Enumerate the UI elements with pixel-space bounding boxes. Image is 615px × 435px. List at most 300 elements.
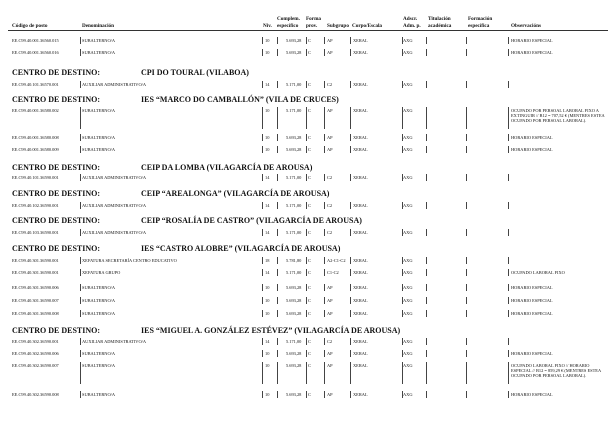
cell-corpo: XERAL: [353, 351, 368, 356]
column-divider: [80, 350, 81, 357]
section-label: CENTRO DE DESTINO:: [12, 326, 101, 335]
cell-niv: 18: [265, 258, 270, 263]
section-label: CENTRO DE DESTINO:: [12, 244, 101, 253]
column-divider: [324, 284, 325, 291]
column-divider: [277, 297, 278, 304]
cell-sub: AP: [327, 298, 333, 303]
column-divider: [80, 134, 81, 141]
header-formacion-1: Formación: [468, 16, 493, 22]
cell-niv: 10: [265, 351, 270, 356]
cell-den: SUBALTERNO/A: [82, 108, 116, 113]
column-divider: [277, 146, 278, 153]
cell-comp: 5.171,00: [286, 175, 302, 180]
column-divider: [324, 174, 325, 181]
cell-niv: 14: [265, 82, 270, 87]
cell-den: SUBALTERNO/A: [82, 392, 116, 397]
section-title: CEIP DA LOMBA (VILAGARCÍA DE AROUSA): [141, 163, 313, 172]
column-divider: [277, 81, 278, 88]
column-divider: [466, 391, 467, 398]
column-divider: [262, 37, 263, 44]
column-divider: [508, 391, 509, 398]
column-divider: [466, 269, 467, 276]
column-divider: [80, 257, 81, 264]
column-divider: [350, 49, 351, 56]
header-corpo: Corpo/Escala: [352, 23, 382, 29]
column-divider: [262, 146, 263, 153]
cell-code: EE.C99.40.302.36590.006: [12, 351, 59, 356]
column-divider: [426, 297, 427, 304]
cell-sub: C2: [327, 339, 333, 344]
cell-comp: 5.693,28: [286, 285, 302, 290]
column-divider: [277, 202, 278, 209]
header-subgrupo: Subgrupo: [327, 23, 349, 29]
cell-den: SUBALTERNO/A: [82, 298, 116, 303]
column-divider: [508, 284, 509, 291]
cell-comp: 5.171,00: [286, 108, 302, 113]
column-divider: [80, 37, 81, 44]
cell-code: EE.C99.40.001.36580.002: [12, 108, 59, 113]
column-divider: [262, 174, 263, 181]
cell-den: SUBALTERNO/A: [82, 135, 116, 140]
header-rule: [8, 30, 608, 31]
cell-comp: 5.171,00: [286, 230, 302, 235]
cell-den: SUBALTERNO/A: [82, 147, 116, 152]
cell-sub: AP: [327, 38, 333, 43]
header-titulacion-2: académica: [428, 23, 452, 29]
column-divider: [508, 107, 509, 129]
column-divider: [80, 362, 81, 384]
column-divider: [508, 229, 509, 236]
column-divider: [262, 310, 263, 317]
column-divider: [262, 391, 263, 398]
column-divider: [508, 37, 509, 44]
header-denominacion: Denominación: [82, 23, 114, 29]
cell-forma: C: [308, 392, 311, 397]
column-divider: [277, 174, 278, 181]
column-divider: [324, 362, 325, 384]
column-divider: [508, 269, 509, 276]
section-label: CENTRO DE DESTINO:: [12, 68, 101, 77]
column-divider: [277, 391, 278, 398]
column-divider: [306, 37, 307, 44]
column-divider: [80, 284, 81, 291]
column-divider: [306, 269, 307, 276]
column-divider: [350, 269, 351, 276]
cell-corpo: XERAL: [353, 230, 368, 235]
column-divider: [277, 269, 278, 276]
column-divider: [277, 49, 278, 56]
cell-code: EE.C99.40.102.36590.001: [12, 203, 59, 208]
cell-code: EE.C99.40.001.36580.008: [12, 135, 59, 140]
column-divider: [306, 362, 307, 384]
cell-corpo: XERAL: [353, 258, 368, 263]
cell-niv: 10: [265, 108, 270, 113]
section-label: CENTRO DE DESTINO:: [12, 189, 101, 198]
column-divider: [324, 269, 325, 276]
cell-obs: HORARIO ESPECIAL: [511, 135, 553, 140]
cell-obs: HORARIO ESPECIAL: [511, 298, 553, 303]
cell-niv: 10: [265, 298, 270, 303]
column-divider: [277, 310, 278, 317]
cell-adscr: AXG: [403, 270, 413, 275]
column-divider: [277, 134, 278, 141]
column-divider: [262, 362, 263, 384]
cell-niv: 10: [265, 363, 270, 368]
column-divider: [466, 310, 467, 317]
cell-corpo: XERAL: [353, 339, 368, 344]
column-divider: [324, 310, 325, 317]
cell-adscr: AXG: [403, 108, 413, 113]
column-divider: [80, 146, 81, 153]
column-divider: [350, 391, 351, 398]
section-title: IES “MARCO DO CAMBALLÓN” (VILA DE CRUCES): [141, 95, 339, 104]
column-divider: [306, 202, 307, 209]
column-divider: [350, 284, 351, 291]
column-divider: [508, 49, 509, 56]
section-label: CENTRO DE DESTINO:: [12, 216, 101, 225]
cell-corpo: XERAL: [353, 311, 368, 316]
column-divider: [350, 37, 351, 44]
header-forma-2: prov.: [306, 23, 318, 29]
cell-forma: C: [308, 82, 311, 87]
column-divider: [426, 391, 427, 398]
column-divider: [80, 391, 81, 398]
cell-sub: C1-C2: [327, 270, 339, 275]
column-divider: [324, 229, 325, 236]
cell-code: EE.C99.40.301.36590.006: [12, 285, 59, 290]
column-divider: [350, 350, 351, 357]
cell-sub: AP: [327, 135, 333, 140]
cell-comp: 5.693,28: [286, 298, 302, 303]
column-divider: [426, 146, 427, 153]
cell-den: SUBALTERNO/A: [82, 50, 116, 55]
column-divider: [508, 362, 509, 384]
column-divider: [324, 257, 325, 264]
column-divider: [80, 338, 81, 345]
header-titulacion-1: Titulación: [428, 16, 451, 22]
column-divider: [262, 297, 263, 304]
cell-comp: 5.693,28: [286, 50, 302, 55]
cell-adscr: AXG: [403, 203, 413, 208]
cell-adscr: AXG: [403, 50, 413, 55]
cell-sub: AP: [327, 363, 333, 368]
column-divider: [508, 350, 509, 357]
cell-forma: C: [308, 147, 311, 152]
cell-corpo: XERAL: [353, 108, 368, 113]
cell-forma: C: [308, 298, 311, 303]
column-divider: [426, 37, 427, 44]
column-divider: [324, 297, 325, 304]
column-divider: [508, 310, 509, 317]
cell-forma: C: [308, 363, 311, 368]
cell-sub: C2: [327, 175, 333, 180]
column-divider: [350, 310, 351, 317]
cell-forma: C: [308, 175, 311, 180]
cell-sub: C2: [327, 203, 333, 208]
header-adscr-2: Adm. p.: [403, 23, 421, 29]
column-divider: [466, 174, 467, 181]
cell-adscr: AXG: [403, 38, 413, 43]
column-divider: [277, 338, 278, 345]
cell-obs: HORARIO ESPECIAL: [511, 351, 553, 356]
cell-corpo: XERAL: [353, 363, 368, 368]
cell-corpo: XERAL: [353, 203, 368, 208]
cell-forma: C: [308, 311, 311, 316]
column-divider: [466, 134, 467, 141]
cell-den: SUBALTERNO/A: [82, 285, 116, 290]
cell-obs: HORARIO ESPECIAL: [511, 311, 553, 316]
section-label: CENTRO DE DESTINO:: [12, 163, 101, 172]
cell-adscr: AXG: [403, 311, 413, 316]
cell-adscr: AXG: [403, 285, 413, 290]
cell-adscr: AXG: [403, 135, 413, 140]
column-divider: [350, 202, 351, 209]
cell-niv: 10: [265, 38, 270, 43]
cell-code: EE.C99.40.001.36560.016: [12, 50, 59, 55]
cell-code: EE.C99.40.302.36590.007: [12, 363, 59, 368]
cell-niv: 10: [265, 50, 270, 55]
column-divider: [426, 174, 427, 181]
cell-code: EE.C99.40.302.36590.008: [12, 392, 59, 397]
section-title: CPI DO TOURAL (VILABOA): [141, 68, 249, 77]
cell-den: XEFATURA SECRETARÍA CENTRO EDUCATIVO: [82, 258, 177, 263]
cell-corpo: XERAL: [353, 135, 368, 140]
column-divider: [80, 81, 81, 88]
cell-adscr: AXG: [403, 82, 413, 87]
cell-adscr: AXG: [403, 258, 413, 263]
column-divider: [350, 134, 351, 141]
column-divider: [508, 134, 509, 141]
column-divider: [262, 81, 263, 88]
column-divider: [262, 49, 263, 56]
column-divider: [80, 310, 81, 317]
cell-sub: AP: [327, 50, 333, 55]
cell-code: EE.C99.40.302.36590.001: [12, 339, 59, 344]
cell-code: EE.C99.40.301.36590.001: [12, 258, 59, 263]
column-divider: [306, 107, 307, 129]
column-divider: [306, 310, 307, 317]
cell-adscr: AXG: [403, 351, 413, 356]
column-divider: [426, 81, 427, 88]
cell-corpo: XERAL: [353, 175, 368, 180]
column-divider: [508, 338, 509, 345]
column-divider: [324, 202, 325, 209]
column-divider: [466, 297, 467, 304]
column-divider: [466, 107, 467, 129]
cell-sub: AP: [327, 108, 333, 113]
header-complem-1: Complem.: [277, 16, 300, 22]
column-divider: [466, 202, 467, 209]
cell-adscr: AXG: [403, 363, 413, 368]
cell-corpo: XERAL: [353, 50, 368, 55]
column-divider: [426, 362, 427, 384]
cell-sub: A2-C1-C2: [327, 258, 346, 263]
cell-code: EE.C99.40.301.36590.008: [12, 311, 59, 316]
cell-niv: 10: [265, 311, 270, 316]
column-divider: [350, 174, 351, 181]
cell-forma: C: [308, 50, 311, 55]
column-divider: [306, 284, 307, 291]
section-label: CENTRO DE DESTINO:: [12, 95, 101, 104]
cell-code: EE.C99.40.101.36590.001: [12, 175, 59, 180]
header-observacions: Observacións: [511, 23, 541, 29]
column-divider: [508, 146, 509, 153]
header-forma-1: Forma: [306, 16, 321, 22]
column-divider: [80, 174, 81, 181]
cell-comp: 5.171,00: [286, 82, 302, 87]
cell-forma: C: [308, 230, 311, 235]
cell-niv: 10: [265, 147, 270, 152]
cell-comp: 5.781,80: [286, 258, 302, 263]
column-divider: [277, 257, 278, 264]
section-title: CEIP “ROSALÍA DE CASTRO” (VILAGARCÍA DE AROUSA): [141, 216, 362, 225]
column-divider: [80, 107, 81, 129]
column-divider: [466, 81, 467, 88]
column-divider: [262, 338, 263, 345]
column-divider: [508, 297, 509, 304]
column-divider: [262, 269, 263, 276]
cell-comp: 5.171,00: [286, 203, 302, 208]
column-divider: [466, 229, 467, 236]
column-divider: [466, 146, 467, 153]
cell-adscr: AXG: [403, 230, 413, 235]
column-divider: [262, 284, 263, 291]
cell-den: AUXILIAR ADMINISTRATIVO/A: [82, 175, 147, 180]
section-title: CEIP “AREALONGA” (VILAGARCÍA DE AROUSA): [141, 189, 330, 198]
column-divider: [306, 174, 307, 181]
cell-corpo: XERAL: [353, 392, 368, 397]
cell-niv: 14: [265, 230, 270, 235]
column-divider: [426, 350, 427, 357]
cell-code: EE.C99.40.001.36580.009: [12, 147, 59, 152]
cell-code: EE.C99.40.103.36590.001: [12, 230, 59, 235]
column-divider: [306, 391, 307, 398]
cell-code: EE.C99.40.301.36590.001: [12, 270, 59, 275]
column-divider: [324, 391, 325, 398]
cell-niv: 10: [265, 135, 270, 140]
column-divider: [426, 202, 427, 209]
cell-adscr: AXG: [403, 339, 413, 344]
cell-comp: 5.693,28: [286, 147, 302, 152]
cell-niv: 14: [265, 175, 270, 180]
cell-forma: C: [308, 285, 311, 290]
column-divider: [262, 134, 263, 141]
cell-den: XEFATURA GRUPO: [82, 270, 121, 275]
column-divider: [262, 107, 263, 129]
column-divider: [466, 350, 467, 357]
column-divider: [306, 350, 307, 357]
column-divider: [80, 202, 81, 209]
column-divider: [324, 134, 325, 141]
cell-niv: 14: [265, 339, 270, 344]
cell-corpo: XERAL: [353, 147, 368, 152]
cell-sub: C2: [327, 230, 333, 235]
column-divider: [262, 202, 263, 209]
column-divider: [324, 338, 325, 345]
column-divider: [306, 134, 307, 141]
column-divider: [277, 284, 278, 291]
column-divider: [324, 49, 325, 56]
cell-niv: 10: [265, 392, 270, 397]
cell-adscr: AXG: [403, 175, 413, 180]
column-divider: [277, 362, 278, 384]
column-divider: [277, 350, 278, 357]
cell-comp: 5.693,28: [286, 363, 302, 368]
column-divider: [426, 310, 427, 317]
column-divider: [350, 229, 351, 236]
column-divider: [426, 284, 427, 291]
cell-obs: OCUPADO LABORAL FIXO: [511, 270, 565, 275]
cell-forma: C: [308, 38, 311, 43]
cell-corpo: XERAL: [353, 82, 368, 87]
cell-adscr: AXG: [403, 298, 413, 303]
column-divider: [306, 297, 307, 304]
cell-sub: AP: [327, 351, 333, 356]
cell-obs: HORARIO ESPECIAL: [511, 392, 553, 397]
column-divider: [508, 257, 509, 264]
cell-niv: 10: [265, 285, 270, 290]
column-divider: [350, 338, 351, 345]
column-divider: [426, 107, 427, 129]
column-divider: [262, 257, 263, 264]
cell-den: AUXILIAR ADMINISTRATIVO/A: [82, 339, 147, 344]
cell-obs: OCUPADO POR PERSOAL LABORAL FIXO A EXTINGUIR // B12 = 707,52 € (MENTRES ESTEA OCUPADO POR PERSOAL LABORAL).: [511, 108, 605, 124]
cell-forma: C: [308, 351, 311, 356]
cell-obs: HORARIO ESPECIAL: [511, 285, 553, 290]
cell-comp: 5.693,28: [286, 135, 302, 140]
column-divider: [466, 338, 467, 345]
column-divider: [324, 81, 325, 88]
column-divider: [324, 146, 325, 153]
column-divider: [306, 229, 307, 236]
column-divider: [426, 338, 427, 345]
column-divider: [350, 362, 351, 384]
column-divider: [508, 174, 509, 181]
section-title: IES “CASTRO ALOBRE” (VILAGARCÍA DE AROUSA): [141, 244, 341, 253]
column-divider: [277, 229, 278, 236]
column-divider: [426, 269, 427, 276]
cell-code: EE.C99.40.001.36560.015: [12, 38, 59, 43]
column-divider: [80, 229, 81, 236]
column-divider: [324, 37, 325, 44]
column-divider: [324, 350, 325, 357]
cell-corpo: XERAL: [353, 38, 368, 43]
cell-obs: HORARIO ESPECIAL: [511, 147, 553, 152]
column-divider: [350, 146, 351, 153]
cell-adscr: AXG: [403, 147, 413, 152]
column-divider: [508, 202, 509, 209]
cell-forma: C: [308, 203, 311, 208]
column-divider: [80, 269, 81, 276]
cell-code: EE.C99.40.301.36590.007: [12, 298, 59, 303]
cell-corpo: XERAL: [353, 285, 368, 290]
column-divider: [262, 229, 263, 236]
section-title: IES “MIGUEL A. GONZÁLEZ ESTÉVEZ” (VILAGARCÍA DE AROUSA): [141, 326, 401, 335]
cell-sub: AP: [327, 311, 333, 316]
cell-sub: AP: [327, 285, 333, 290]
cell-comp: 5.693,28: [286, 38, 302, 43]
cell-forma: C: [308, 258, 311, 263]
column-divider: [466, 37, 467, 44]
column-divider: [277, 37, 278, 44]
column-divider: [350, 297, 351, 304]
column-divider: [466, 362, 467, 384]
header-codigo: Código de posto: [12, 23, 48, 29]
column-divider: [306, 257, 307, 264]
column-divider: [466, 284, 467, 291]
cell-obs: HORARIO ESPECIAL: [511, 50, 553, 55]
cell-comp: 5.693,28: [286, 392, 302, 397]
